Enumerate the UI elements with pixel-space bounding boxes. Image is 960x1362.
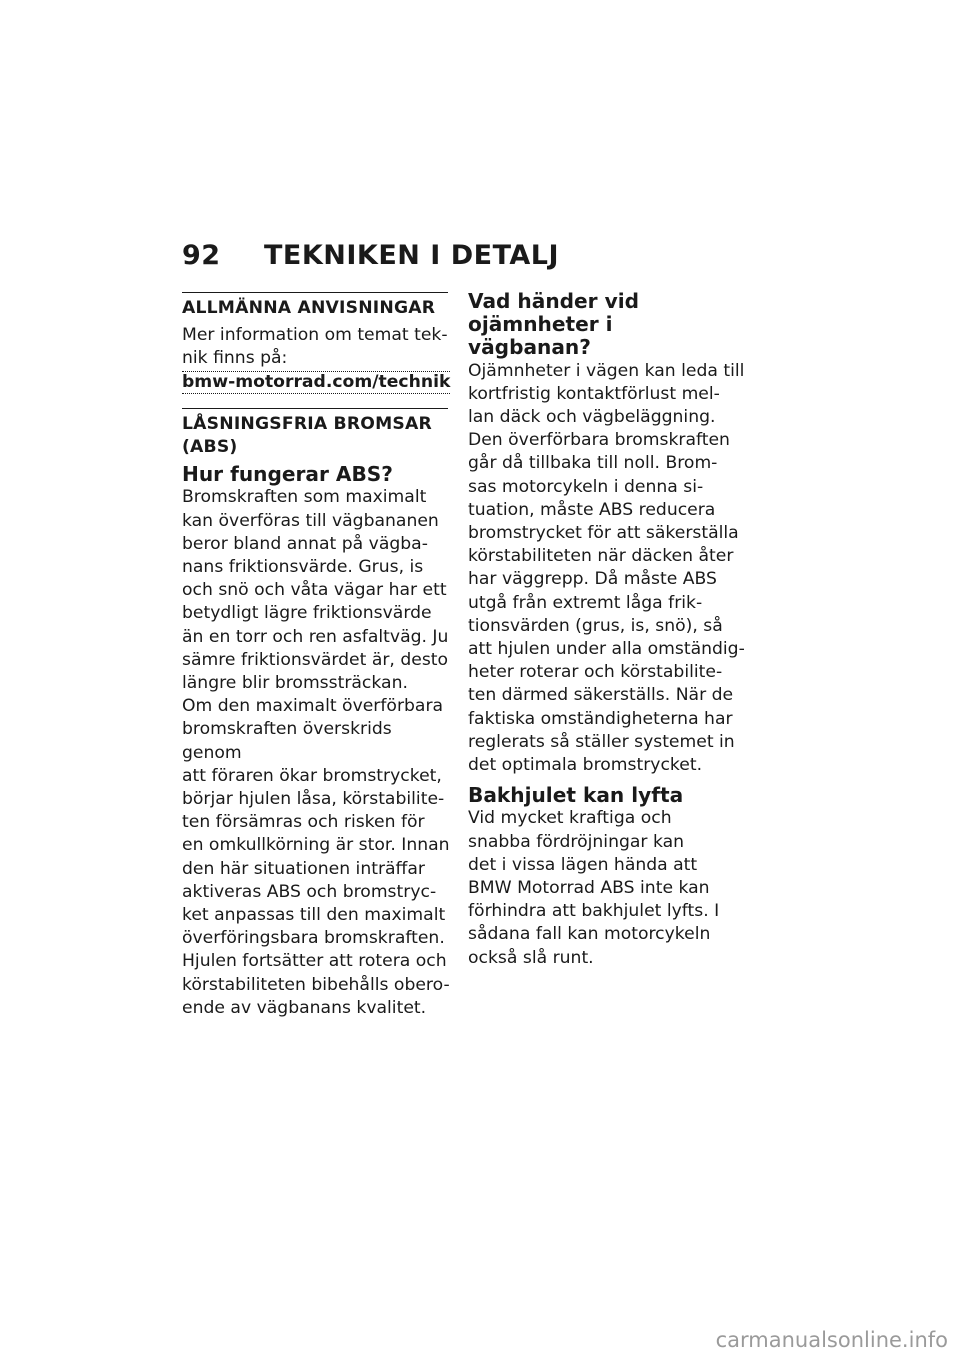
text-line: kan överföras till vägbananen [182, 510, 439, 531]
text-line: det i vissa lägen hända att [468, 854, 698, 875]
text-line: sådana fall kan motorcykeln [468, 924, 711, 945]
text-line: utgå från extremt låga frik- [468, 592, 703, 613]
text-line: vägbanan? [468, 335, 591, 360]
section-rule [182, 408, 448, 409]
text-line: Bromskraften som maximalt [182, 487, 427, 508]
text-line: BMW Motorrad ABS inte kan [468, 878, 710, 899]
text-line: tionsvärden (grus, is, snö), så [468, 615, 723, 636]
paragraph-uneven-road [468, 360, 748, 778]
text-line: att hjulen under alla omständig- [468, 639, 745, 660]
text-line: aktiveras ABS och bromstryc- [182, 881, 437, 902]
text-line: körstabiliteten bibehålls obero- [182, 974, 450, 995]
text-line: nik finns på: [182, 348, 288, 369]
text-line: ten därmed säkerställs. När de [468, 685, 734, 706]
paragraph-abs-2 [182, 695, 454, 1020]
page-number: 92 [182, 240, 221, 271]
text-line: sas motorcykeln i denna si- [468, 476, 704, 497]
text-line: tuation, måste ABS reducera [468, 499, 716, 520]
text-line: reglerats så ställer systemet in [468, 731, 735, 752]
text-line: lan däck och vägbeläggning. [468, 407, 716, 428]
subheading-uneven-road [468, 290, 748, 360]
text-line: det optimala bromstrycket. [468, 755, 703, 776]
text-line: går då tillbaka till noll. Brom- [468, 453, 718, 474]
text-line: längre blir bromssträckan. [182, 673, 408, 694]
subheading-rear-wheel-lift: Bakhjulet kan lyfta [468, 783, 684, 808]
text-line: har väggrepp. Då måste ABS [468, 569, 717, 590]
text-line: än en torr och ren asfaltväg. Ju [182, 626, 449, 647]
text-line: och snö och våta vägar har ett [182, 580, 447, 601]
text-line: beror bland annat på vägba- [182, 533, 428, 554]
text-line: Vad händer vid ojämnheter i [468, 289, 639, 337]
text-line: Hjulen fortsätter att rotera och [182, 951, 447, 972]
subheading-how-abs-works: Hur fungerar ABS? [182, 462, 393, 487]
text-line: att föraren ökar bromstrycket, [182, 765, 442, 786]
text-line: ende av vägbanans kvalitet. [182, 997, 427, 1018]
text-line: kortfristig kontaktförlust mel- [468, 383, 720, 404]
text-line: nans friktionsvärde. Grus, is [182, 557, 424, 578]
text-line: Den överförbara bromskraften [468, 430, 730, 451]
text-line: körstabiliteten när däcken åter [468, 546, 734, 567]
right-column [468, 290, 748, 970]
text-line: bromskraften överskrids genom [182, 719, 392, 763]
text-line: Mer information om temat tek- [182, 325, 448, 346]
general-info-text [182, 324, 454, 370]
section-title-general: ALLMÄNNA ANVISNINGAR [182, 298, 436, 318]
paragraph-rear-wheel-lift [468, 807, 748, 969]
page-title: TEKNIKEN I DETALJ [264, 240, 560, 271]
text-line: ten försämras och risken för [182, 812, 425, 833]
left-column [182, 292, 454, 1020]
title-line: (ABS) [182, 437, 238, 458]
text-line: snabba fördröjningar kan [468, 831, 685, 852]
section-rule [182, 292, 448, 293]
watermark: carmanualsonline.info [715, 1328, 948, 1352]
text-line: faktiska omständigheterna har [468, 708, 733, 729]
text-line: också slå runt. [468, 947, 594, 968]
technik-link[interactable]: bmw-motorrad.com/technik [182, 371, 451, 392]
text-line: betydligt lägre friktionsvärde [182, 603, 432, 624]
text-line: sämre friktionsvärdet är, desto [182, 649, 449, 670]
text-line: börjar hjulen låsa, körstabilite- [182, 789, 445, 810]
text-line: Ojämnheter i vägen kan leda till [468, 360, 745, 381]
text-line: förhindra att bakhjulet lyfts. I [468, 901, 720, 922]
title-line: LÅSNINGSFRIA BROMSAR [182, 413, 432, 434]
text-line: heter roterar och körstabilite- [468, 662, 723, 683]
text-line: ket anpassas till den maximalt [182, 905, 446, 926]
text-line: en omkullkörning är stor. Innan [182, 835, 450, 856]
paragraph-abs-1 [182, 486, 454, 695]
text-line: Vid mycket kraftiga och [468, 808, 672, 829]
section-title-abs [182, 413, 442, 459]
text-line: bromstrycket för att säkerställa [468, 523, 739, 544]
text-line: överföringsbara bromskraften. [182, 928, 445, 949]
page-header [182, 240, 742, 280]
text-line: Om den maximalt överförbara [182, 696, 444, 717]
text-line: den här situationen inträffar [182, 858, 425, 879]
